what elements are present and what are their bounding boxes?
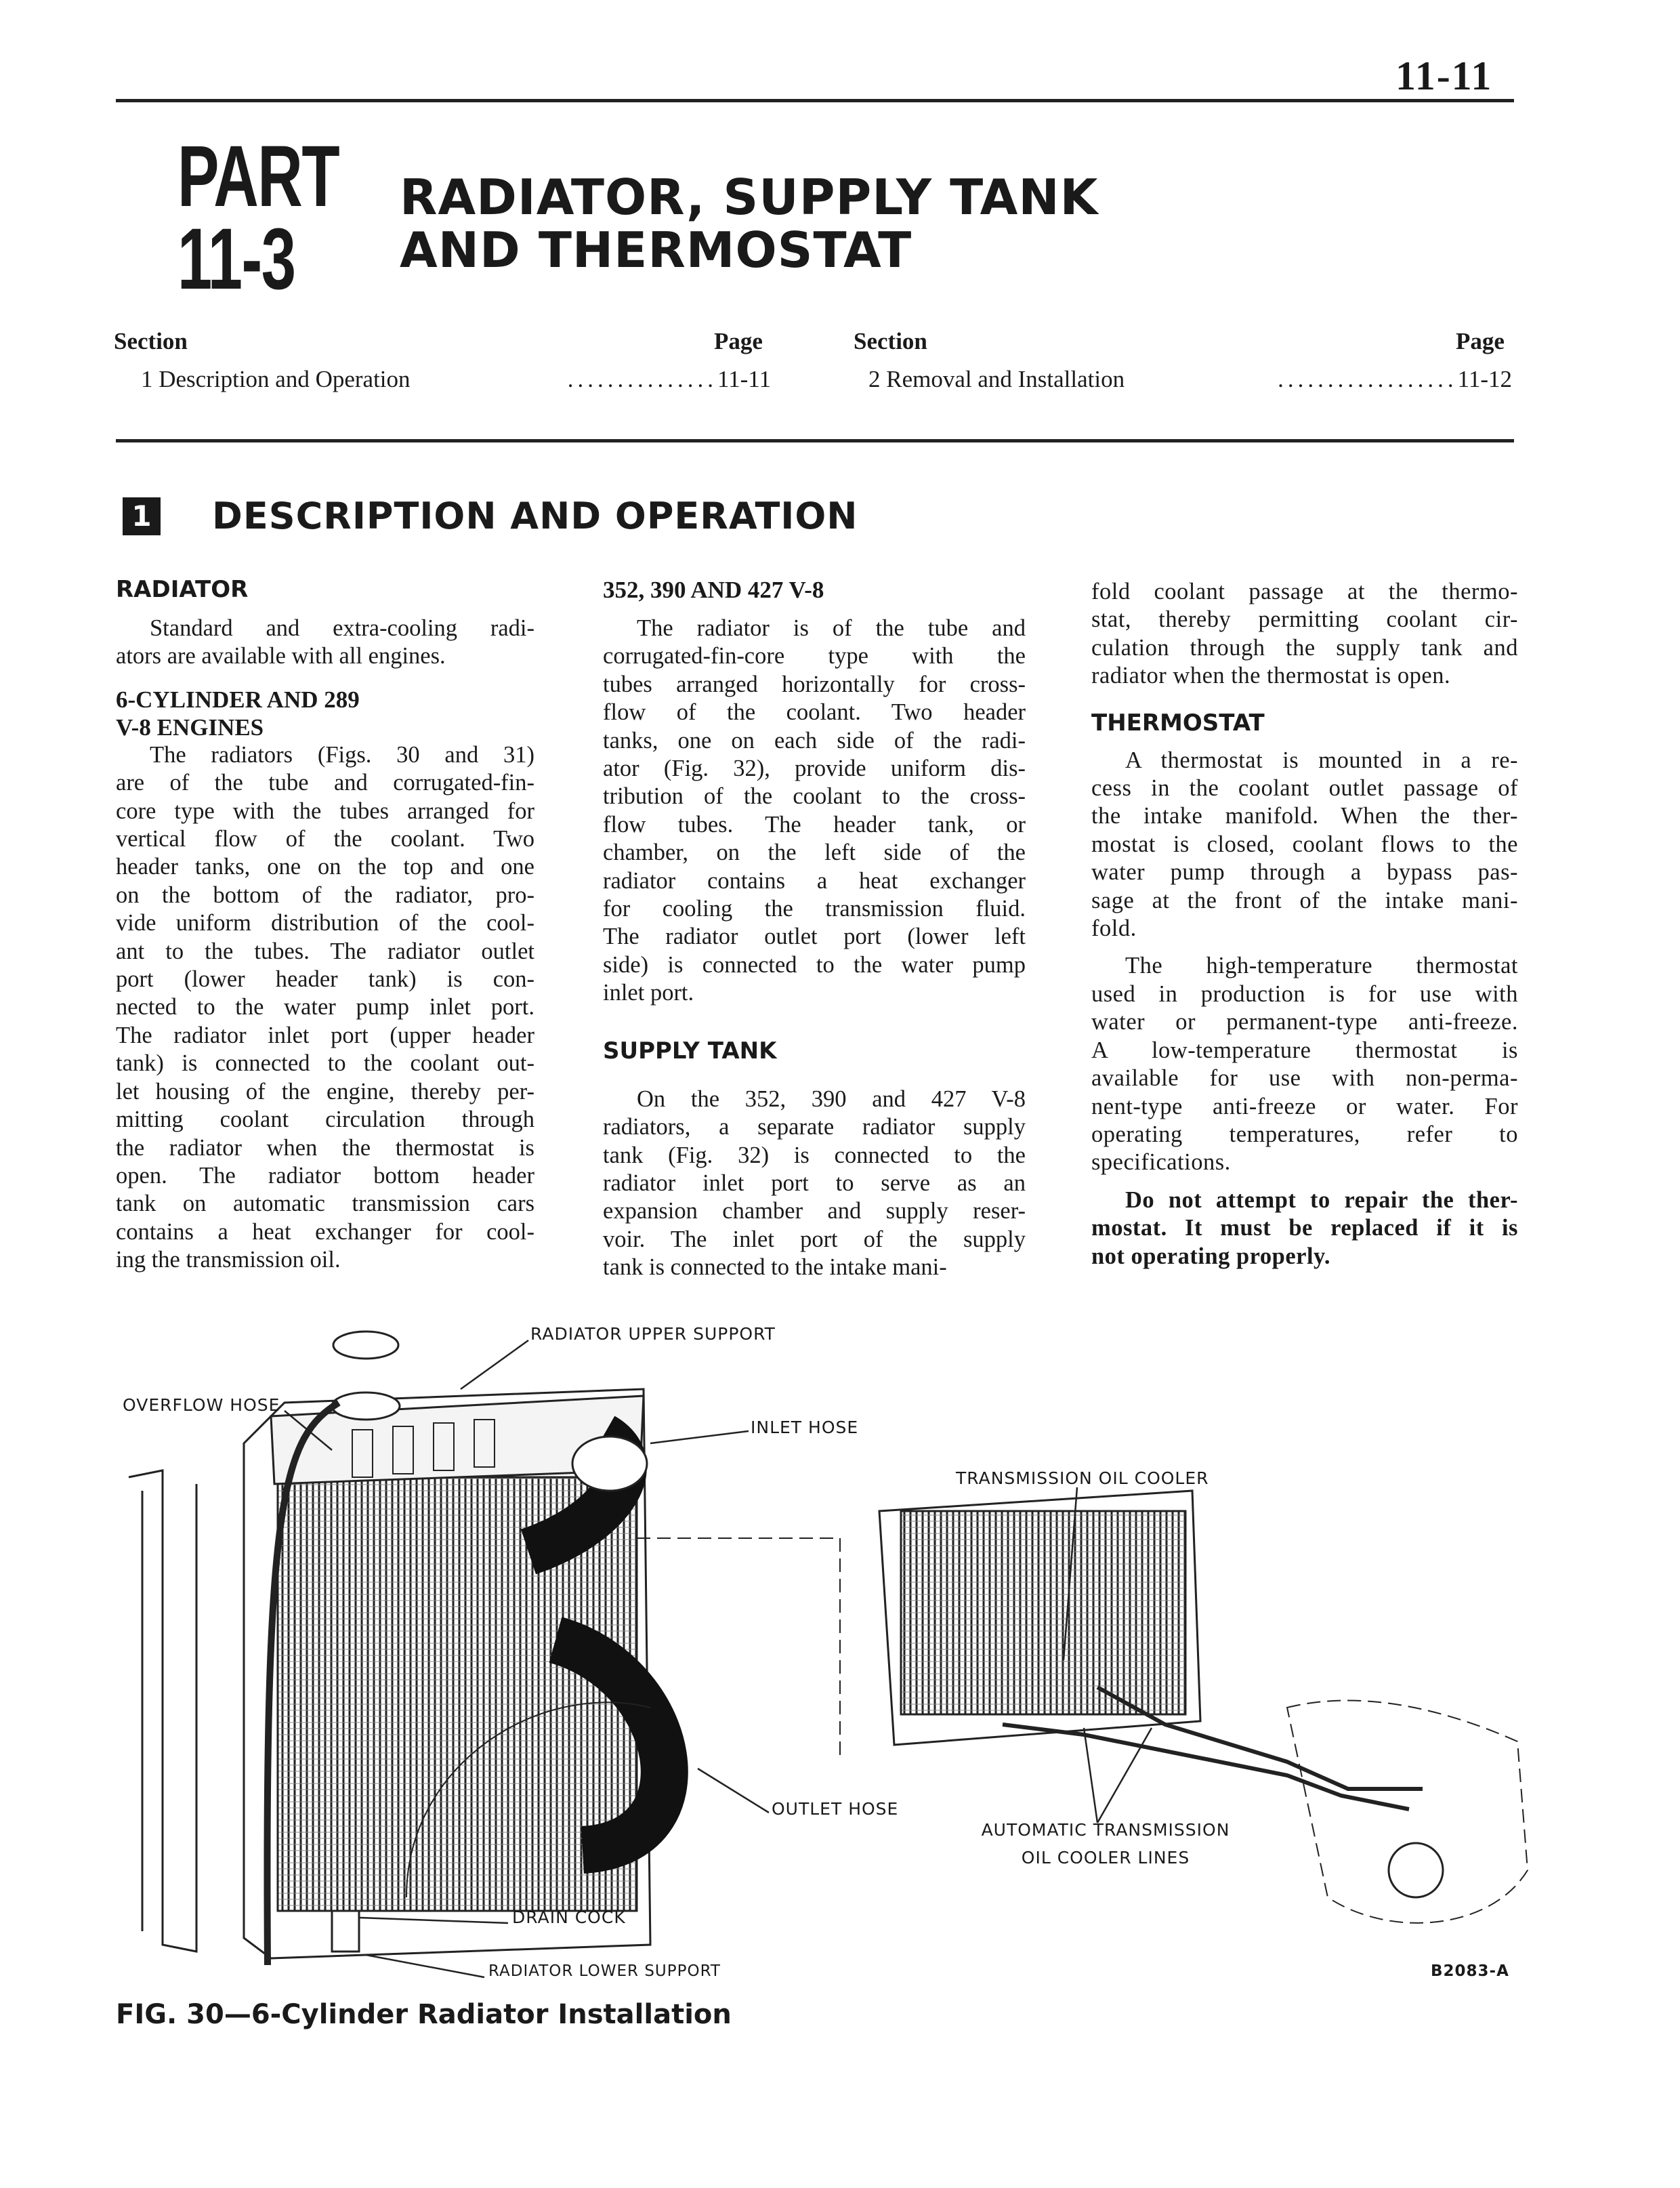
text-line: fold. (1091, 915, 1137, 942)
drain-cock (332, 1911, 359, 1952)
text-line: radiators, a separate radiator supply (603, 1114, 1026, 1140)
text-line: available for use with non-perma- (1091, 1065, 1518, 1092)
text-line: specifications. (1091, 1149, 1231, 1176)
label-radiator-upper-support: RADIATOR UPPER SUPPORT (530, 1324, 776, 1344)
transmission (1287, 1701, 1528, 1923)
text-line: ators are available with all engines. (116, 643, 446, 669)
text-line: port (lower header tank) is con- (116, 966, 534, 993)
text-line: The radiators (Figs. 30 and 31) (150, 741, 534, 768)
text-line: used in production is for use with (1091, 981, 1518, 1007)
text-line: nent-type anti-freeze or water. For (1091, 1093, 1518, 1119)
text-line: 6-CYLINDER AND 289 (116, 686, 360, 713)
text-line: vide uniform distribution of the cool- (116, 910, 534, 936)
filler-neck (332, 1392, 400, 1420)
text-line: The radiator inlet port (upper header (116, 1022, 534, 1048)
toc-page-header-2: Page (1456, 328, 1505, 354)
toc-section-header: Section (114, 328, 188, 354)
label-cooler-lines-2: OIL COOLER LINES (1021, 1848, 1190, 1867)
figure-code: B2083-A (1431, 1962, 1509, 1980)
text-line: header tanks, one on the top and one (116, 854, 534, 880)
label-transmission-oil-cooler: TRANSMISSION OIL COOLER (956, 1468, 1209, 1488)
part-number-value: 11-3 (177, 211, 295, 308)
text-line: The high-temperature thermostat (1125, 953, 1518, 979)
heading-supply-tank: SUPPLY TANK (603, 1037, 777, 1065)
text-line: The radiator outlet port (lower left (603, 924, 1026, 950)
text-line: radiator inlet port to serve as an (603, 1170, 1026, 1196)
text-line: on the bottom of the radiator, pro- (116, 882, 534, 908)
text-line: not operating properly. (1091, 1243, 1330, 1269)
text-line: mostat is closed, coolant flows to the (1091, 831, 1518, 857)
toc-leader: ............... (567, 366, 717, 392)
toc-entry-title: 2 Removal and Installation (868, 366, 1125, 392)
text-line: cess in the coolant outlet passage of (1091, 775, 1518, 802)
text-line: water or permanent-type anti-freeze. (1091, 1009, 1518, 1035)
transmission-oil-cooler (901, 1511, 1185, 1714)
toc-entry-page: 11-12 (1457, 366, 1512, 392)
text-line: tubes arranged horizontally for cross- (603, 671, 1026, 697)
figure-caption: FIG. 30—6-Cylinder Radiator Installation (116, 1999, 732, 2030)
label-inlet-hose: INLET HOSE (751, 1418, 859, 1437)
text-line: nected to the water pump inlet port. (116, 994, 534, 1020)
text-line: open. The radiator bottom header (116, 1162, 534, 1189)
heading-radiator: RADIATOR (116, 576, 249, 603)
text-line: tribution of the coolant to the cross- (603, 783, 1026, 810)
label-overflow-hose: OVERFLOW HOSE (123, 1395, 280, 1415)
text-line: mitting coolant circulation through (116, 1107, 534, 1133)
text-line: The radiator is of the tube and (637, 615, 1026, 641)
text-line: tank on automatic transmission cars (116, 1191, 534, 1217)
text-line: A thermostat is mounted in a re- (1125, 747, 1518, 773)
text-line: sage at the front of the intake mani- (1091, 887, 1518, 913)
text-line: inlet port. (603, 980, 694, 1006)
text-line: tank) is connected to the coolant out- (116, 1050, 534, 1077)
text-line: core type with the tubes arranged for (116, 798, 534, 824)
text-line: ant to the tubes. The radiator outlet (116, 938, 534, 964)
text-line: tank is connected to the intake mani- (603, 1254, 947, 1281)
text-line: vertical flow of the coolant. Two (116, 826, 534, 852)
text-line: corrugated-fin-core type with the (603, 643, 1026, 669)
label-outlet-hose: OUTLET HOSE (772, 1799, 899, 1819)
text-line: flow tubes. The header tank, or (603, 811, 1026, 838)
text-line: V-8 ENGINES (116, 714, 264, 741)
label-radiator-lower-support: RADIATOR LOWER SUPPORT (488, 1962, 721, 1980)
radiator-support-bracket (129, 1470, 196, 1952)
text-line: voir. The inlet port of the supply (603, 1226, 1026, 1252)
text-line: the intake manifold. When the ther- (1091, 803, 1518, 829)
page-number: 11-11 (1395, 54, 1493, 98)
label-drain-cock: DRAIN COCK (512, 1907, 626, 1927)
text-line: expansion chamber and supply reser- (603, 1198, 1026, 1224)
heading-v8: 352, 390 AND 427 V-8 (603, 577, 824, 603)
text-line: mostat. It must be replaced if it is (1091, 1215, 1518, 1241)
text-line: side) is connected to the water pump (603, 951, 1026, 978)
title-line-1: RADIATOR, SUPPLY TANK (400, 169, 1099, 226)
text-line: Do not attempt to repair the ther- (1125, 1186, 1518, 1213)
text-line: On the 352, 390 and 427 V-8 (637, 1086, 1026, 1112)
toc-section-header-2: Section (854, 328, 927, 354)
text-line: chamber, on the left side of the (603, 840, 1026, 866)
text-line: operating temperatures, refer to (1091, 1121, 1518, 1147)
toc-entry-title: 1 Description and Operation (141, 366, 411, 392)
text-line: tank (Fig. 32) is connected to the (603, 1142, 1026, 1168)
title-line-2: AND THERMOSTAT (400, 222, 912, 278)
label-cooler-lines-1: AUTOMATIC TRANSMISSION (981, 1820, 1230, 1840)
toc-page-header: Page (714, 328, 763, 354)
radiator-cap (333, 1332, 398, 1359)
part-label: PART (177, 128, 339, 225)
text-line: contains a heat exchanger for cool- (116, 1218, 534, 1245)
text-line: ator (Fig. 32), provide uniform dis- (603, 756, 1026, 782)
text-line: flow of the coolant. Two header (603, 699, 1026, 726)
text-line: culation through the supply tank and (1091, 634, 1518, 661)
text-line: A low-temperature thermostat is (1091, 1037, 1518, 1063)
section-number-badge: 1 (123, 497, 161, 535)
text-line: the radiator when the thermostat is (116, 1134, 534, 1161)
text-line: for cooling the transmission fluid. (603, 896, 1026, 922)
text-line: radiator contains a heat exchanger (603, 867, 1026, 894)
text-line: water pump through a bypass pas- (1091, 859, 1518, 886)
text-line: stat, thereby permitting coolant cir- (1091, 606, 1518, 633)
text-line: fold coolant passage at the thermo- (1091, 579, 1518, 604)
toc-leader: .................. (1278, 366, 1458, 392)
text-line: are of the tube and corrugated-fin- (116, 770, 534, 796)
text-line: let housing of the engine, thereby per- (116, 1078, 534, 1105)
text-line: tanks, one on each side of the radi- (603, 727, 1026, 754)
text-line: Standard and extra-cooling radi- (150, 615, 534, 641)
toc-entry-page: 11-11 (717, 366, 771, 392)
text-line: ing the transmission oil. (116, 1247, 341, 1273)
heading-thermostat: THERMOSTAT (1091, 709, 1265, 737)
text-line: radiator when the thermostat is open. (1091, 663, 1451, 689)
section-heading: DESCRIPTION AND OPERATION (212, 495, 858, 537)
